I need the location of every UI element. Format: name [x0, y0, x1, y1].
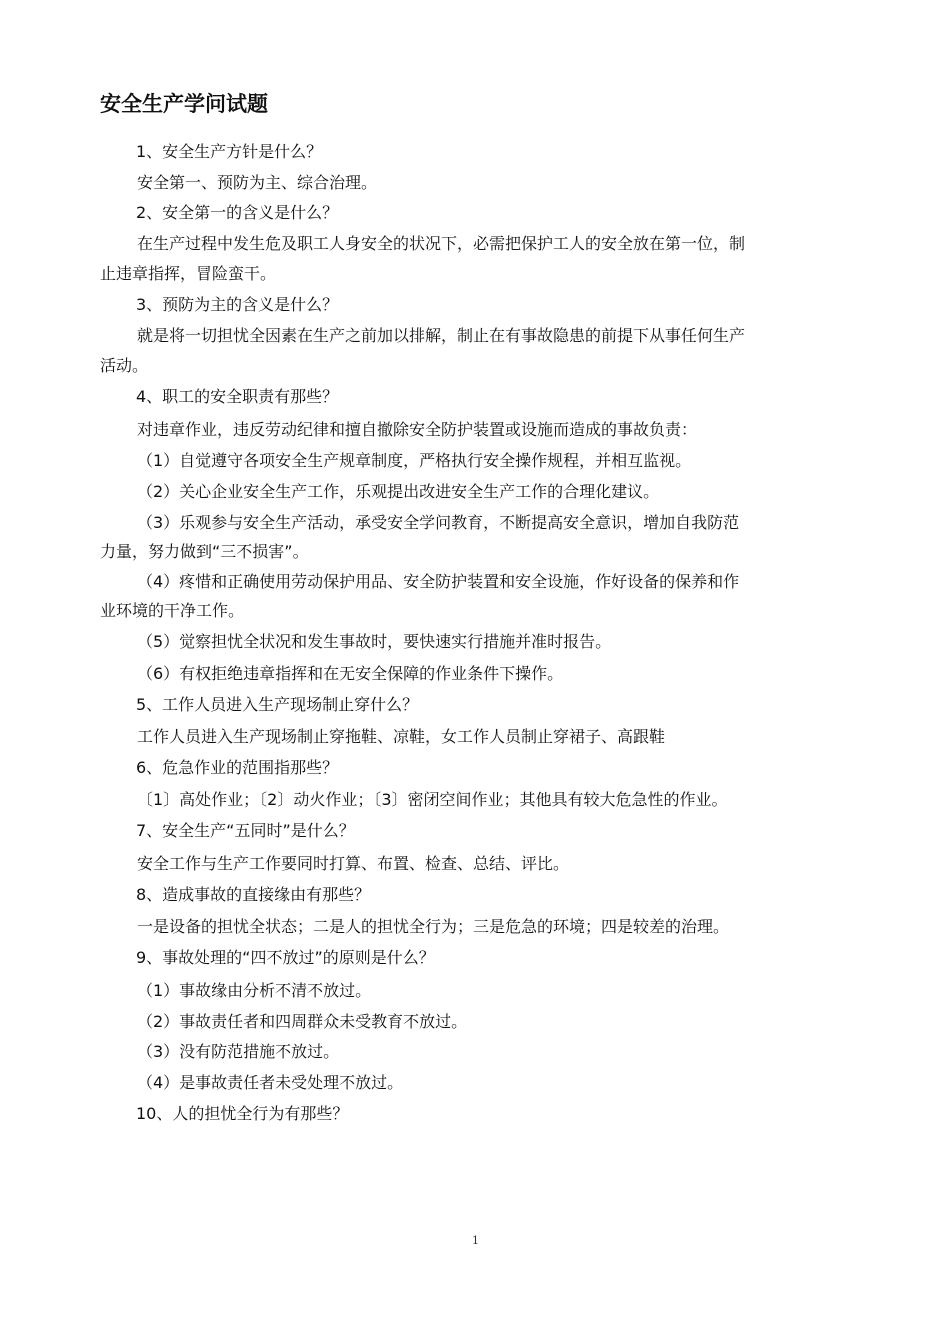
answer-4-item-5: （5）觉察担忧全状况和发生事故时，要快速实行措施并准时报告。 [137, 632, 612, 651]
answer-4-item-4-line-2: 业环境的干净工作。 [100, 601, 245, 620]
question-7: 7、安全生产“五同时”是什么？ [136, 821, 355, 840]
answer-9-item-1: （1）事故缘由分析不清不放过。 [137, 981, 372, 1000]
question-4: 4、职工的安全职责有那些？ [136, 387, 339, 406]
answer-3-line-2: 活动。 [100, 356, 149, 375]
answer-4-intro: 对违章作业，违反劳动纪律和擅自撤除安全防护装置或设施而造成的事故负责： [137, 420, 698, 439]
answer-8: 一是设备的担忧全状态；二是人的担忧全行为；三是危急的环境；四是较差的治理。 [137, 917, 730, 936]
question-10: 10、人的担忧全行为有那些？ [136, 1104, 349, 1123]
question-3: 3、预防为主的含义是什么？ [136, 295, 339, 314]
question-2: 2、安全第一的含义是什么？ [136, 203, 339, 222]
page-number: 1 [472, 1234, 479, 1247]
answer-3-line-1: 就是将一切担忧全因素在生产之前加以排解，制止在有事故隐患的前提下从事任何生产 [137, 326, 746, 345]
answer-4-item-2: （2）关心企业安全生产工作，乐观提出改进安全生产工作的合理化建议。 [137, 482, 660, 501]
question-1: 1、安全生产方针是什么？ [136, 142, 323, 161]
answer-4-item-3-line-1: （3）乐观参与安全生产活动，承受安全学问教育，不断提高安全意识，增加自我防范 [137, 513, 740, 532]
answer-4-item-4-line-1: （4）疼惜和正确使用劳动保护用品、安全防护装置和安全设施，作好设备的保养和作 [137, 572, 740, 591]
answer-5: 工作人员进入生产现场制止穿拖鞋、凉鞋，女工作人员制止穿裙子、高跟鞋 [137, 727, 666, 746]
answer-4-item-6: （6）有权拒绝违章指挥和在无安全保障的作业条件下操作。 [137, 664, 564, 683]
answer-9-item-2: （2）事故责任者和四周群众未受教育不放过。 [137, 1012, 468, 1031]
document-title: 安全生产学问试题 [100, 92, 268, 116]
question-6: 6、危急作业的范围指那些？ [136, 758, 339, 777]
answer-4-item-3-line-2: 力量，努力做到“三不损害”。 [100, 542, 309, 561]
question-8: 8、造成事故的直接缘由有那些？ [136, 885, 371, 904]
answer-9-item-3: （3）没有防范措施不放过。 [137, 1042, 340, 1061]
answer-4-item-1: （1）自觉遵守各项安全生产规章制度，严格执行安全操作规程，并相互监视。 [137, 451, 692, 470]
answer-1: 安全第一、预防为主、综合治理。 [137, 173, 378, 192]
question-9: 9、事故处理的“四不放过”的原则是什么？ [136, 948, 435, 967]
answer-2-line-1: 在生产过程中发生危及职工人身安全的状况下，必需把保护工人的安全放在第一位，制 [137, 234, 746, 253]
answer-9-item-4: （4）是事故责任者未受处理不放过。 [137, 1073, 404, 1092]
answer-6: 〔1〕高处作业；〔2〕动火作业；〔3〕密闭空间作业；其他具有较大危急性的作业。 [137, 790, 728, 809]
answer-7: 安全工作与生产工作要同时打算、布置、检查、总结、评比。 [137, 854, 570, 873]
answer-2-line-2: 止违章指挥，冒险蛮干。 [100, 264, 277, 283]
question-5: 5、工作人员进入生产现场制止穿什么？ [136, 695, 419, 714]
